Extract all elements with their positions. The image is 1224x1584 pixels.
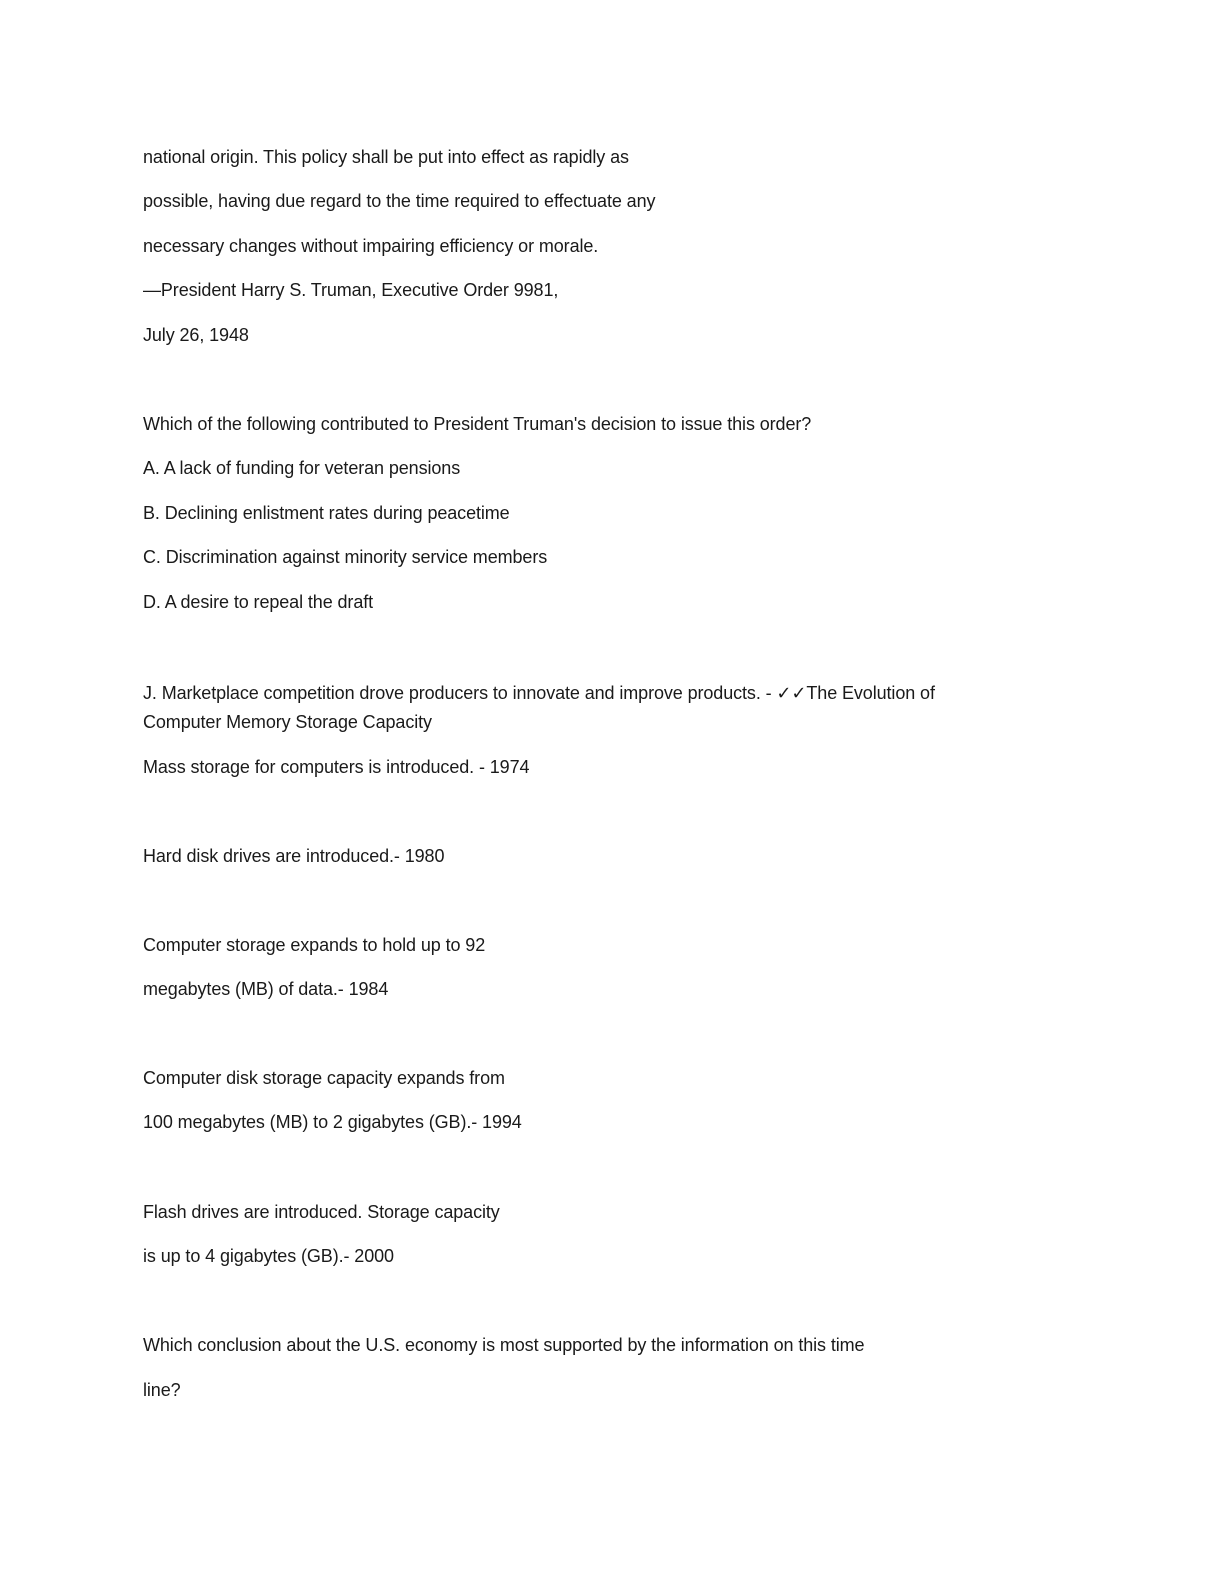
timeline-entry-1994-line-2: 100 megabytes (MB) to 2 gigabytes (GB).- 1994: [143, 1112, 522, 1132]
question1-option-d: D. A desire to repeal the draft: [143, 592, 374, 612]
question1-option-b: B. Declining enlistment rates during peacetime: [143, 503, 510, 523]
timeline-entry-2000-line-1: Flash drives are introduced. Storage capacity: [143, 1202, 500, 1222]
timeline-entry-1994-line-1: Computer disk storage capacity expands from: [143, 1068, 505, 1088]
timeline-entry-1974: Mass storage for computers is introduced. - 1974: [143, 757, 530, 777]
quote-date: July 26, 1948: [143, 325, 249, 345]
timeline-entry-2000-line-2: is up to 4 gigabytes (GB).- 2000: [143, 1246, 394, 1266]
question1-prompt: Which of the following contributed to President Truman's decision to issue this order?: [143, 414, 812, 434]
quote-line-1: national origin. This policy shall be put into effect as rapidly as: [143, 147, 629, 167]
question2-line-2: line?: [143, 1380, 181, 1400]
timeline-entry-1984-line-1: Computer storage expands to hold up to 92: [143, 935, 486, 955]
question1-option-a: A. A lack of funding for veteran pensions: [143, 458, 461, 478]
question1-option-c: C. Discrimination against minority service members: [143, 547, 548, 567]
quote-line-2: possible, having due regard to the time required to effectuate any: [143, 191, 656, 211]
timeline-entry-1984-line-2: megabytes (MB) of data.- 1984: [143, 979, 389, 999]
answer-line-1: J. Marketplace competition drove producers to innovate and improve products. - ✓✓The Evolution of: [143, 683, 935, 703]
answer-line-2: Computer Memory Storage Capacity: [143, 712, 432, 732]
timeline-entry-1980: Hard disk drives are introduced.- 1980: [143, 846, 445, 866]
question2-line-1: Which conclusion about the U.S. economy is most supported by the information on this time: [143, 1335, 865, 1355]
quote-line-3: necessary changes without impairing efficiency or morale.: [143, 236, 599, 256]
quote-attribution: —President Harry S. Truman, Executive Order 9981,: [143, 280, 559, 300]
